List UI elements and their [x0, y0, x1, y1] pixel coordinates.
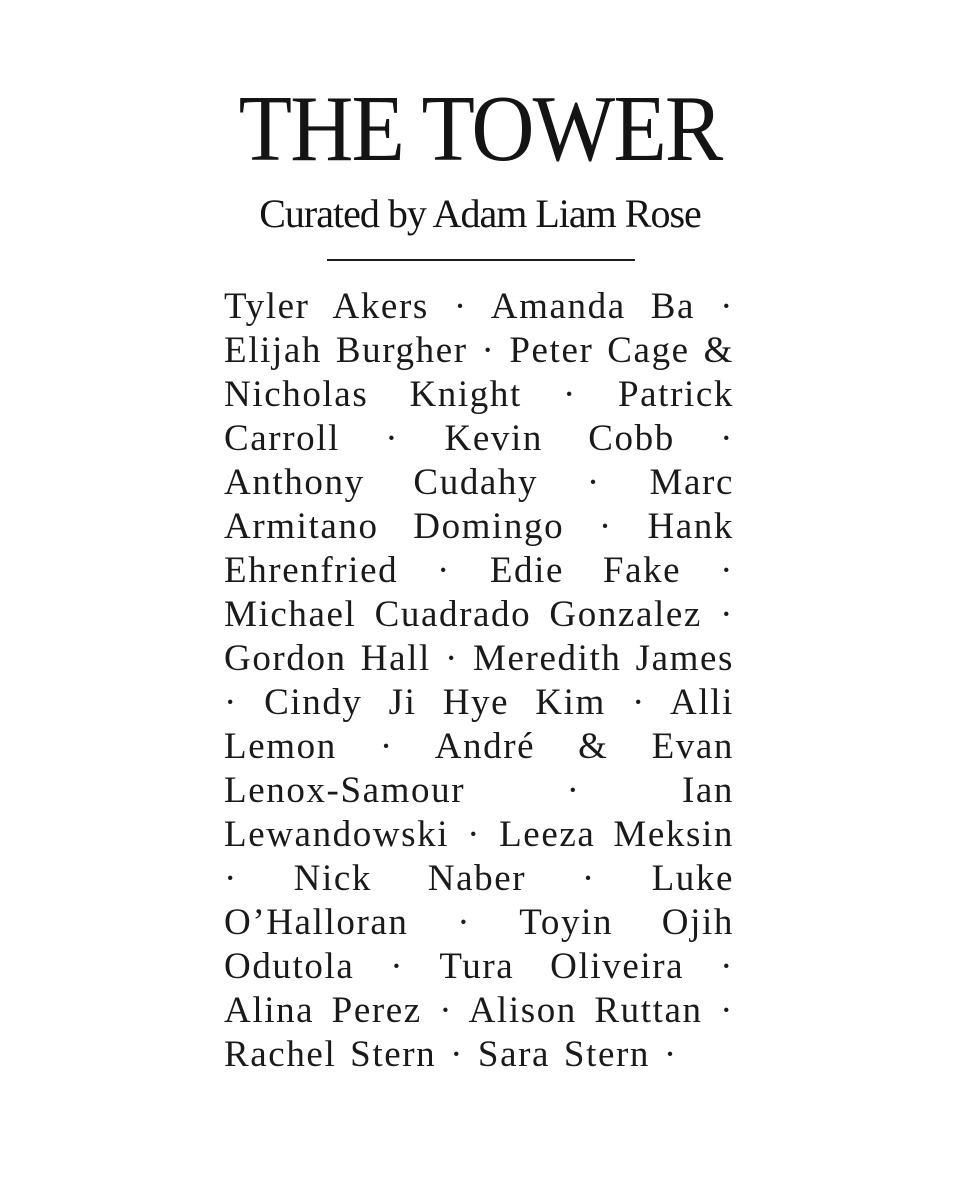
divider-line — [327, 259, 635, 261]
exhibition-title: THE TOWER — [238, 77, 722, 181]
artist-list: Tyler Akers · Amanda Ba · Elijah Burgher · Peter Cage & Nicholas Knight · Patrick Carroll · Kevin Cobb · Anthony Cudahy · Marc Armitano Domingo · Hank Ehrenfried · Edie Fake · Michael Cuadrado Gonzalez · Gordon Hall · Meredith James · Cindy Ji Hye Kim · Alli Lemon · André & Evan Lenox-Samour · Ian Lewandowski · Leeza Meksin · Nick Naber · Luke O’Halloran · Toyin Ojih Odutola · Tura Oliveira · Alina Perez · Alison Ruttan · Rachel Stern · Sara Stern · — [224, 286, 734, 1075]
curator-credit: Curated by Adam Liam Rose — [259, 191, 701, 236]
